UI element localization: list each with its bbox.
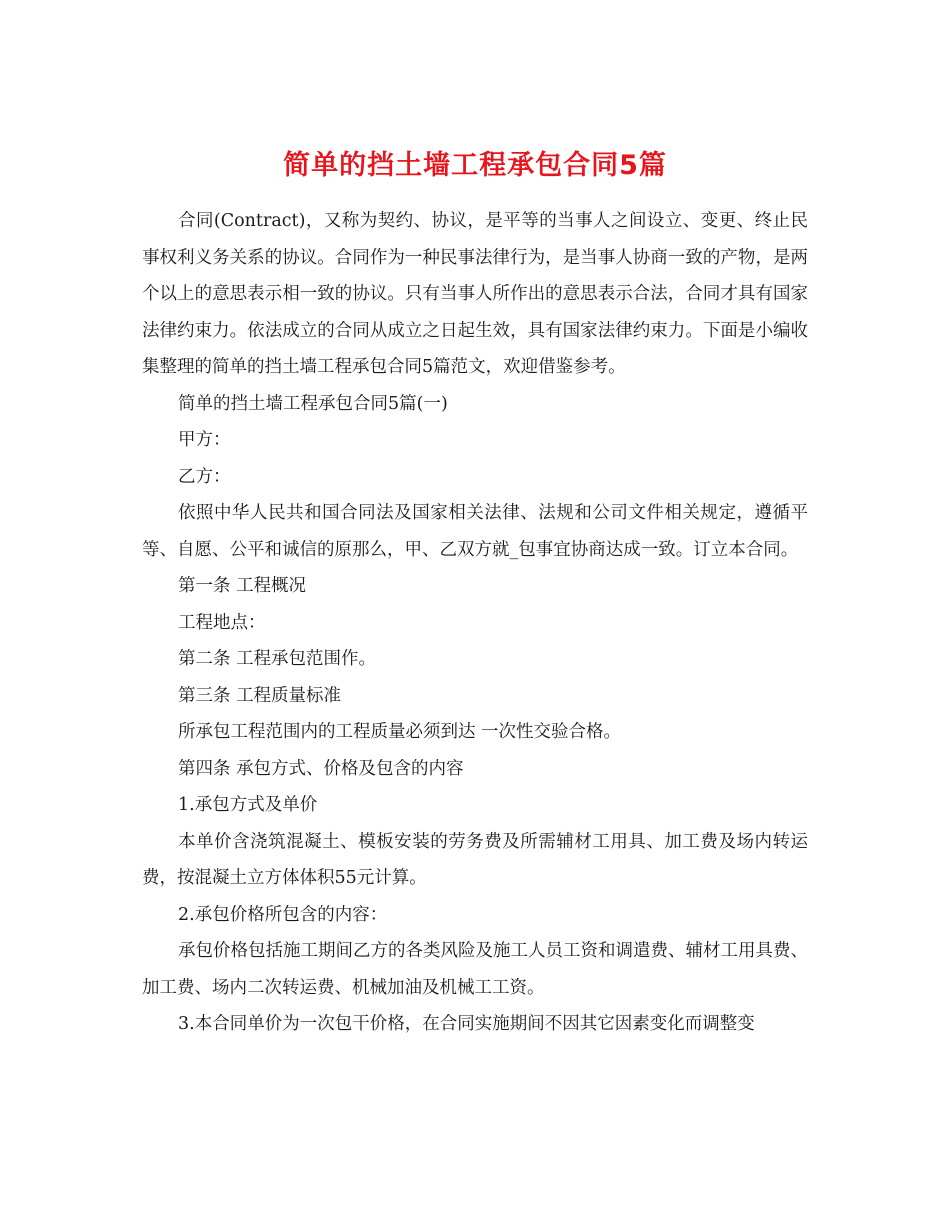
paragraph-article-1: 第一条 工程概况	[178, 576, 307, 596]
paragraph-preamble: 依照中华人民共和国合同法及国家相关法律、法规和公司文件相关规定，遵循平等、自愿、公平和诚信的原那么，甲、乙双方就_包事宜协商达成一致。订立本合同。	[142, 503, 808, 560]
document-body	[142, 203, 808, 1043]
paragraph-item-1: 1.承包方式及单价	[178, 795, 318, 815]
paragraph-article-3: 第三条 工程质量标准	[178, 685, 342, 706]
paragraph-party-b: 乙方：	[178, 466, 231, 487]
paragraph-contract-heading: 简单的挡土墙工程承包合同5篇(一)	[178, 393, 448, 414]
paragraph-item-3: 3.本合同单价为一次包干价格，在合同实施期间不因其它因素变化而调整变	[178, 1014, 755, 1034]
paragraph-article-4: 第四条 承包方式、价格及包含的内容	[178, 758, 464, 779]
paragraph-intro: 合同(Contract)，又称为契约、协议，是平等的当事人之间设立、变更、终止民事权利义务关系的协议。合同作为一种民事法律行为，是当事人协商一致的产物，是两个以上的意思表示相一致的协议。只有当事人所作出的意思表示合法，合同才具有国家法律约束力。依法成立的合同从成立之日起生效，具有国家法律约束力。下面是小编收集整理的简单的挡土墙工程承包合同5篇范文，欢迎借鉴参考。	[142, 211, 808, 377]
paragraph-item-2: 2.承包价格所包含的内容：	[178, 904, 388, 925]
paragraph-unit-price: 本单价含浇筑混凝土、模板安装的劳务费及所需辅材工用具、加工费及场内转运费，按混凝土立方体体积55元计算。	[142, 831, 808, 888]
paragraph-party-a: 甲方：	[178, 430, 231, 450]
paragraph-location: 工程地点：	[178, 612, 266, 633]
paragraph-article-2: 第二条 工程承包范围作。	[178, 649, 377, 669]
paragraph-quality: 所承包工程范围内的工程质量必须到达 一次性交验合格。	[178, 722, 622, 742]
paragraph-price-contents: 承包价格包括施工期间乙方的各类风险及施工人员工资和调遣费、辅材工用具费、加工费、场内二次转运费、机械加油及机械工工资。	[142, 941, 808, 998]
document-title: 简单的挡土墙工程承包合同5篇	[283, 150, 667, 182]
